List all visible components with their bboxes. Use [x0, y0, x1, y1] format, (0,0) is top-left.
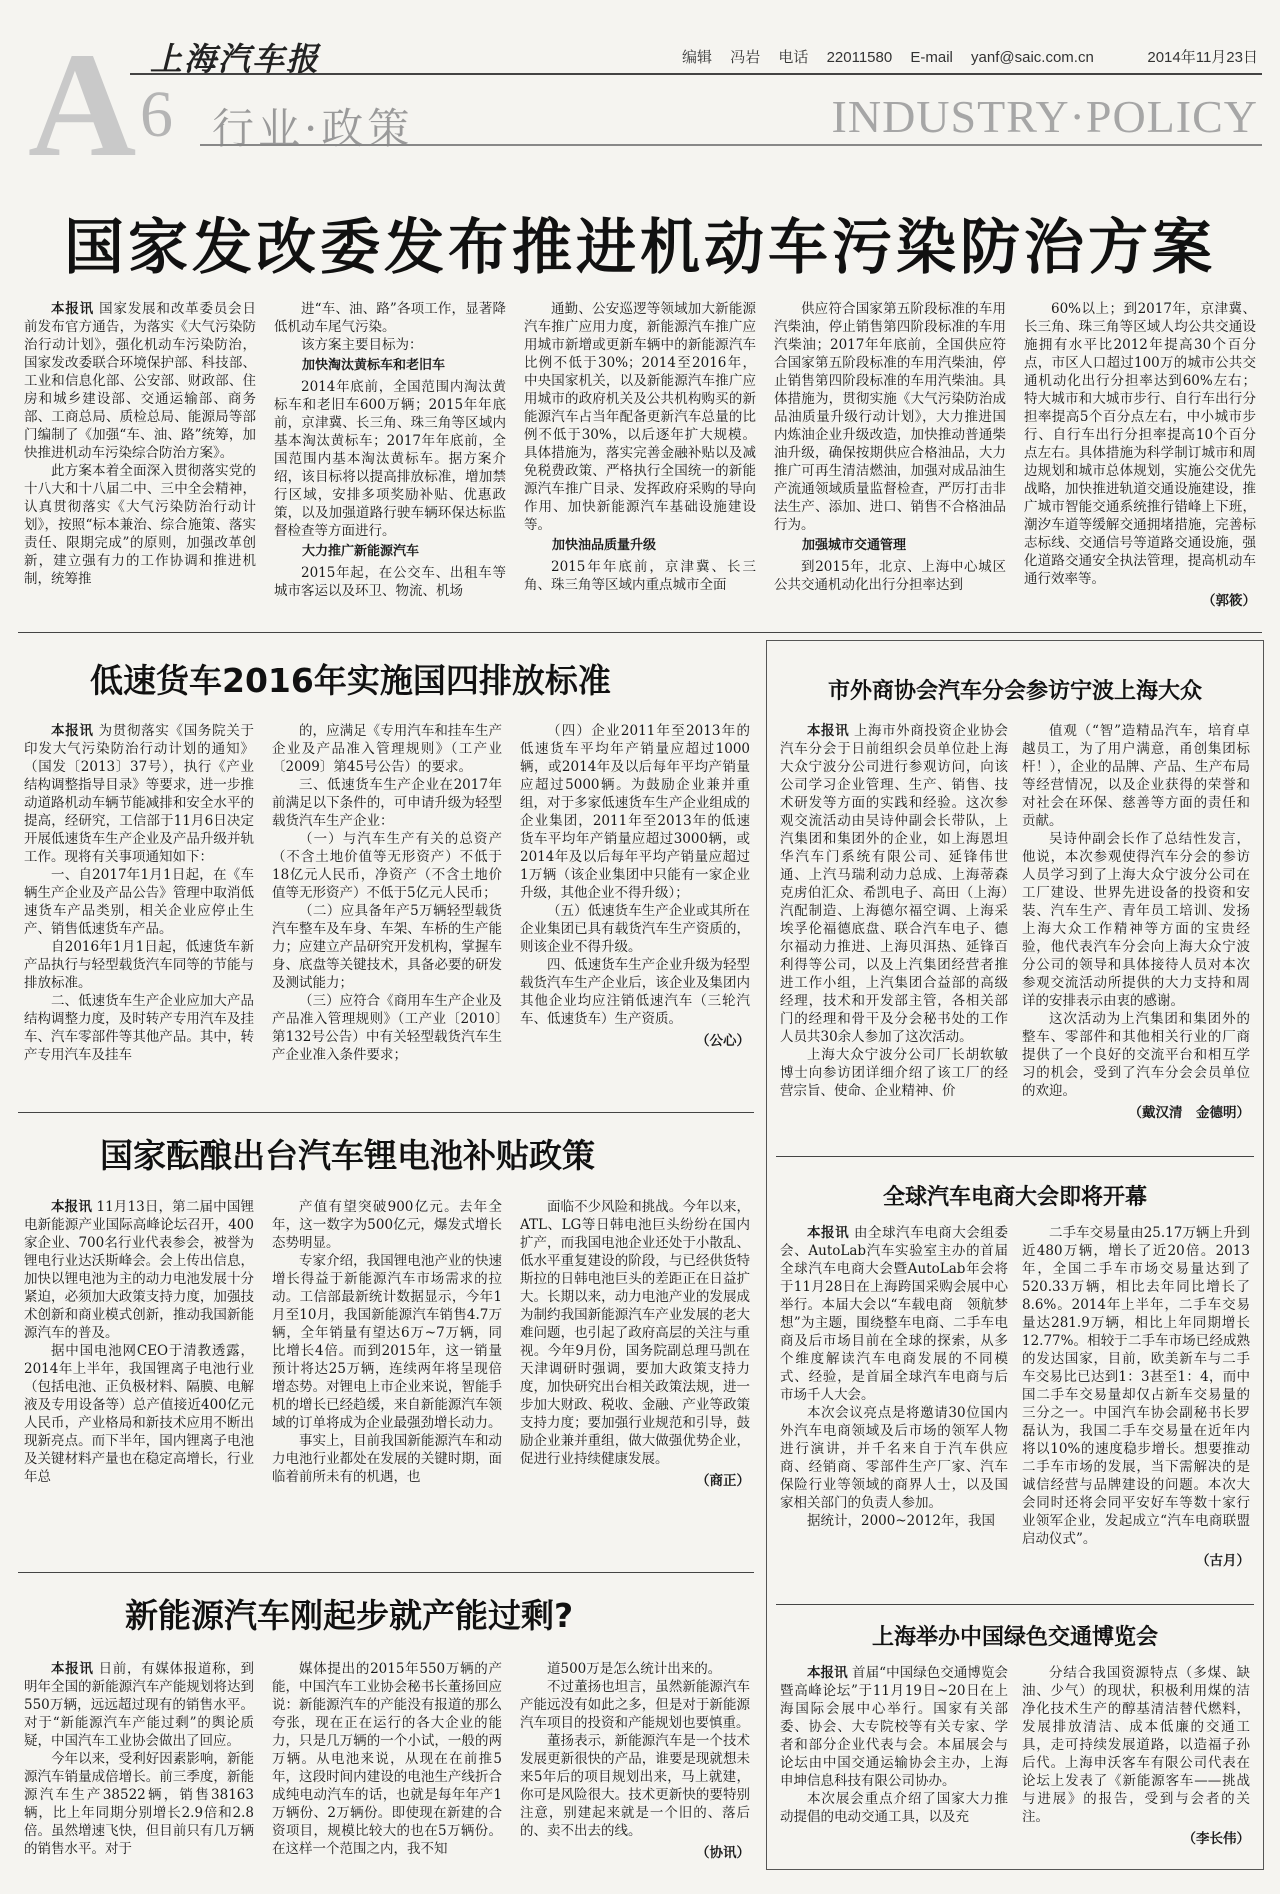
article-column: [1022, 1224, 1250, 1598]
main-text-2a: 进“车、油、路”各项工作，显著降低机动车尾气污染。: [274, 301, 506, 335]
article-text: （五）低速货车生产企业或其所在企业集团已具有载货汽车生产资质的，则该企业不得升级。: [520, 903, 750, 955]
subheading: 加快淘汰黄标车和老旧车: [302, 358, 446, 373]
article-ecommerce-conference: [780, 1224, 1250, 1598]
email-address[interactable]: yanf@saic.com.cn: [971, 49, 1094, 66]
article-title: 国家酝酿出台汽车锂电池补贴政策: [100, 1136, 595, 1175]
article-lead: 本报讯: [807, 723, 850, 739]
article-column: [24, 1660, 254, 1884]
byline: （戴汉清 金德明）: [1128, 1105, 1250, 1121]
editor-name: 冯岩: [730, 49, 761, 66]
main-text-4a: 供应符合国家第五阶段标准的车用汽柴油，停止销售第四阶段标准的车用汽柴油；2017年年底前，全国供应符合国家第五阶段标准的车用汽柴油，停止销售第四阶段标准的车用汽柴油。具体措施为，贯彻实施《大气污染防治成品油质量升级行动计划》，大力推进国内炼油企业升级改造，加快推动普通柴油升级，确保按期供应合格油品，大力推广可再生清洁燃油，加强对成品油生产流通领域质量监督检查，严厉打击非法生产、添加、进口、销售不合格油品行为。: [774, 301, 1006, 533]
article-lead: 本报讯: [807, 1225, 850, 1241]
paper-name-logo: 上海汽车报: [150, 40, 321, 78]
article-text: 四、低速货车生产企业升级为轻型载货汽车生产企业后，该企业及集团内其他企业均应注销低速汽车（三轮汽车、低速货车）生产资质。: [520, 957, 750, 1027]
article-text: 值观（“智”造精品汽车，培育卓越员工，为了用户满意，甬创集团标杆！），企业的品牌、产品、生产布局等经营情况，以及企业获得的荣誉和对社会在环保、慈善等方面的责任和贡献。: [1022, 723, 1250, 829]
main-col-2: [274, 300, 506, 622]
article-nanjing-visit: [780, 722, 1250, 1150]
article-column: [520, 1660, 750, 1884]
article-lead: 本报讯: [51, 723, 94, 739]
main-text-2c: 2014年底前，全国范围内淘汰黄标车和老旧车600万辆；2015年年底前，京津冀、长三角、珠三角等区域内基本淘汰黄标车；2017年年底前，全国范围内基本淘汰黄标车。据方案介绍，该目标将以提高排放标准，增加禁行区域，安排多项奖励补贴、优惠政策，以及加强道路行驶车辆环保达标监督检查等方面进行。: [274, 379, 506, 539]
article-text: 日前，有媒体报道称，到明年全国的新能源汽车产能规划将达到550万辆，远远超过现有的销售水平。对于“新能源汽车产能过剩”的舆论质疑，中国汽车工业协会做出了回应。: [24, 1661, 254, 1749]
main-article: [24, 300, 1256, 622]
main-text-1: 国家发展和改革委员会日前发布官方通告，为落实《大气污染防治行动计划》，强化机动车污染防治，国家发改委联合环境保护部、科技部、工业和信息化部、公安部、财政部、住房和城乡建设部、交通运输部、商务部、工商总局、质检总局、能源局等部门编制了《加强“车、油、路”统筹，加快推进机动车污染综合防治方案》。: [24, 301, 256, 461]
section-title-en: INDUSTRY·POLICY: [831, 91, 1258, 142]
article-column: [272, 1198, 502, 1564]
masthead-rule-top: [130, 73, 1262, 75]
article-text: 媒体提出的2015年550万辆的产能，中国汽车工业协会秘书长董扬回应说：新能源汽车的产能没有报道的那么夸张，现在正在运行的各大企业的能力，只是几万辆的一个小试，一般的两万辆。从电池来说，从现在在前推5年，这段时间内建设的电池生产线折合成纯电动汽车的话，也就是每年年产1万辆份、2万辆份。即使现在新建的合资项目，规模比较大的也在5万辆份。在这样一个范围之内，我不知: [272, 1661, 502, 1857]
article-text: 一、自2017年1月1日起，在《车辆生产企业及产品公告》管理中取消低速货车产品类别，相关企业应停止生产、销售低速货车产品。: [24, 867, 254, 937]
section-divider: [776, 1604, 1254, 1605]
main-text-3a: 通勤、公安巡逻等领域加大新能源汽车推广应用力度，新能源汽车推广应用城市新增或更新车辆中的新能源汽车比例不低于30%；2014至2016年，中央国家机关，以及新能源汽车推广应用城市的政府机关及公共机构购买的新能源汽车占当年配备更新汽车总量的比例不低于30%，以后逐年扩大规模。具体措施为，落实完善金融补贴以及减免税费政策、严格执行全国统一的新能源汽车推广目录、发挥政府采购的导向作用、加快新能源汽车基础设施建设等。: [524, 301, 756, 533]
masthead: [0, 0, 1280, 188]
article-text: 自2016年1月1日起，低速货车新产品执行与轻型载货汽车同等的节能与排放标准。: [24, 939, 254, 991]
article-title: 市外商协会汽车分会参访宁波上海大众: [827, 679, 1202, 704]
article-lead: 本报讯: [51, 1199, 93, 1215]
section-divider: [18, 1572, 754, 1573]
article-low-speed-trucks: [24, 722, 750, 1104]
article-column: [24, 1198, 254, 1564]
email-label: E-mail: [910, 49, 953, 66]
main-text-2b: 该方案主要目标为：: [301, 337, 423, 353]
byline: （协讯）: [696, 1845, 750, 1861]
article-text: 吴诗仲副会长作了总结性发言，他说，本次参观使得汽车分会的参访人员学习到了上海大众宁波分公司在工厂建设、世界先进设备的投资和安装、汽车生产、青年员工培训、发扬上海大众工作精神等方面的宝贵经验，他代表汽车分会向上海大众宁波分公司的领导和具体接待人员对本次参观交流活动所提供的大力支持和周详的安排表示由衷的感谢。: [1022, 831, 1250, 1009]
article-text: 本次展会重点介绍了国家大力推动提倡的电动交通工具，以及充: [780, 1791, 1008, 1825]
article-title: 上海举办中国绿色交通博览会: [871, 1625, 1158, 1650]
main-text-5a: 60%以上；到2017年，京津冀、长三角、珠三角等区域人均公共交通设施拥有水平比2012年提高30个百分点，市区人口超过100万的城市公共交通机动化出行分担率达到60%左右；特大城市和大城市步行、自行车出行分担率提高5个百分点左右，中小城市步行、自行车出行分担率提高10个百分点左右。具体措施为科学制订城市和周边规划和城市总体规划，实施公交优先战略，加快推进轨道交通设施建设，推广城市智能交通系统推行错峰上下班，潮汐车道等缓解交通拥堵措施，完善标志标线、交通信号等道路交通设施，强化道路交通安全执法管理，提高机动车通行效率等。: [1024, 301, 1256, 587]
page-number: 6: [140, 78, 173, 151]
main-text-2d: 2015年起，在公交车、出租车等城市客运以及环卫、物流、机场: [274, 565, 506, 599]
article-lead: 本报讯: [807, 1665, 848, 1681]
article-title: 新能源汽车刚起步就产能过剩?: [125, 1596, 574, 1635]
article-column: [272, 722, 502, 1104]
article-title: 低速货车2016年实施国四排放标准: [90, 661, 611, 700]
article-text: 上海大众宁波分公司厂长胡软敏博士向参访团详细介绍了该工厂的经营宗旨、使命、企业精神、价: [780, 1047, 1008, 1099]
issue-date: 2014年11月23日: [1147, 49, 1258, 66]
subheading: 加快油品质量升级: [552, 538, 657, 553]
section-title-cn: 行业·政策: [212, 104, 414, 153]
article-lead: 本报讯: [51, 301, 95, 317]
article-text: 本次会议亮点是将邀请30位国内外汽车电商领域及后市场的领军人物进行演讲，并千名来自于汽车供应商、经销商、零部件生产厂家、汽车保险行业等领域的商界人士，以及国家相关部门的负责人参加。: [780, 1405, 1008, 1511]
article-text: 11月13日，第二届中国锂电新能源产业国际高峰论坛召开，400家企业、700名行业代表参会，被誉为锂电行业达沃斯峰会。会上传出信息，加快以锂电池为主的动力电池发展十分紧迫，必须加大政策支持力度，加强技术创新和商业模式创新，推动我国新能源汽车的普及。: [24, 1199, 254, 1341]
page-letter: A: [28, 22, 137, 188]
article-text: 分结合我国资源特点（多煤、缺油、少气）的现状，积极利用煤的洁净化技术生产的醇基清洁替代燃料，发展排放清洁、成本低廉的交通工具，走可持续发展道路，以造福子孙后代。上海申沃客车有限公司代表在论坛上发表了《新能源客车——挑战与进展》的报告，受到与会者的关注。: [1022, 1665, 1250, 1825]
article-text: 董扬表示，新能源汽车是一个技术发展更新很快的产品，谁要是现就想未来5年后的项目规划出来，马上就建，你可是风险很大。技术更新快的要特别注意，别建起来就是一个旧的、落后的、卖不出去的线。: [520, 1733, 750, 1839]
main-text-4b: 到2015年，北京、上海中心城区公共交通机动化出行分担率达到: [774, 559, 1006, 593]
section-divider: [776, 1156, 1254, 1157]
byline: （李长伟）: [1182, 1831, 1250, 1847]
article-text: 产值有望突破900亿元。去年全年，这一数字为500亿元，爆发式增长态势明显。: [272, 1199, 502, 1251]
article-text: （四）企业2011年至2013年的低速货车平均年产销量应超过1000辆，或2014年及以后每年平均产销量应超过5000辆。为鼓励企业兼并重组，对于多家低速货车生产企业组成的企业集团，2011年至2013年的低速货车平均年产销量应超过3000辆，或2014年及以后每年平均产销量应超过1万辆（该企业集团中只能有一家企业升级，其他企业不得升级）；: [520, 723, 750, 901]
section-divider: [18, 632, 1262, 633]
article-text: 这次活动为上汽集团和集团外的整车、零部件和其他相关行业的厂商提供了一个良好的交流平台和相互学习的机会，受到了汽车分会会员单位的欢迎。: [1022, 1011, 1250, 1099]
editor-label: 编辑: [682, 49, 713, 66]
article-column: [780, 1224, 1008, 1598]
article-column: [780, 722, 1008, 1150]
byline: （古月）: [1196, 1553, 1250, 1569]
main-col-3: [524, 300, 756, 622]
byline: （商正）: [696, 1473, 750, 1489]
phone-number: 22011580: [826, 49, 893, 66]
article-column: [1022, 722, 1250, 1150]
article-column: [1022, 1664, 1250, 1860]
article-column: [520, 1198, 750, 1564]
article-green-transport-expo: [780, 1664, 1250, 1860]
article-text: （二）应具备年产5万辆轻型载货汽车整车及车身、车架、车桥的生产能力；应建立产品研究开发机构，掌握车身、底盘等关键技术，具备必要的研发及测试能力；: [272, 903, 502, 991]
article-text: 二、低速货车生产企业应加大产品结构调整力度，及时转产专用汽车及挂车、汽车零部件等其他产品。其中，转产专用汽车及挂车: [24, 993, 254, 1063]
masthead-rule-bottom: [200, 144, 1262, 146]
main-text-1b: 此方案本着全面深入贯彻落实党的十八大和十八届二中、三中全会精神，认真贯彻落实《大气污染防治行动计划》，按照“标本兼治、综合施策、落实责任、限期完成”的原则，加强改革创新，建立强有力的工作协调和推进机制，统筹推: [24, 463, 256, 587]
article-column: [272, 1660, 502, 1884]
main-text-3b: 2015年年底前，京津冀、长三角、珠三角等区域内重点城市全面: [524, 559, 756, 593]
article-title: 全球汽车电商大会即将开幕: [882, 1185, 1147, 1210]
article-overcapacity: [24, 1660, 750, 1884]
main-col-1: [24, 300, 256, 622]
article-text: 专家介绍，我国锂电池产业的快速增长得益于新能源汽车市场需求的拉动。工信部最新统计数据显示，今年1月至10月，我国新能源汽车销售4.7万辆，全年销量有望达6万~7万辆，同比增长4倍。而到2015年，这一销量预计将达25万辆，连续两年将呈现倍增态势。对锂电上市企业来说，智能手机的增长已经趋缓，来自新能源汽车领域的订单将成为企业最强劲增长动力。: [272, 1253, 502, 1431]
article-text: 今年以来，受利好因素影响，新能源汽车销量成倍增长。前三季度，新能源汽车生产38522辆，销售38163辆，比上年同期分别增长2.9倍和2.8倍。虽然增速飞快，但目前只有几万辆的销售水平。对于: [24, 1751, 254, 1857]
article-text: 道500万是怎么统计出来的。: [547, 1661, 722, 1677]
article-text: 据中国电池网CEO于清教透露，2014年上半年，我国锂离子电池行业（包括电池、正负极材料、隔膜、电解液及专用设备等）总产值接近400亿元人民币，产业格局和新技术应用不断出现新亮点。而下半年，国内锂离子电池及关键材料产量也在稳定高增长，行业年总: [24, 1343, 254, 1485]
article-text: 面临不少风险和挑战。今年以来，ATL、LG等日韩电池巨头纷纷在国内扩产，而我国电池企业还处于小散乱、低水平重复建设的阶段，与已经供货特斯拉的日韩电池巨头的差距正在日益扩大。长期以来，动力电池产业的发展成为制约我国新能源汽车产业发展的老大难问题，也引起了政府高层的关注与重视。今年9月份，国务院副总理马凯在天津调研时强调，要加大政策支持力度，加快研究出台相关政策法规，进一步加大财政、税收、金融、产业等政策支持力度；要加强行业规范和引导，鼓励企业兼并重组，做大做强优势企业，促进行业持续健康发展。: [520, 1199, 750, 1467]
article-text: （三）应符合《商用车生产企业及产品准入管理规则》（工产业〔2010〕第132号公告）中有关轻型载货汽车生产企业准入条件要求；: [272, 993, 502, 1063]
article-column: [24, 722, 254, 1104]
article-text: 事实上，目前我国新能源汽车和动力电池行业都处在发展的关键时期，面临着前所未有的机遇，也: [272, 1433, 502, 1485]
article-text: 三、低速货车生产企业在2017年前满足以下条件的，可申请升级为轻型载货汽车生产企业：: [272, 777, 502, 829]
phone-label: 电话: [778, 49, 809, 66]
byline: （郭筱）: [1202, 593, 1256, 609]
article-text: 二手车交易量由25.17万辆上升到近480万辆，增长了近20倍。2013年，全国二手车市场交易量达到了520.33万辆，相比去年同比增长了8.6%。2014年上半年，二手车交易量达281.9万辆，相比上年同期增长12.77%。相较于二手车市场已经成熟的发达国家，目前，欧美新车与二手车交易比已达到1：3甚至1：4，而中国二手车交易量却仅占新车交易量的三分之一。中国汽车协会副秘书长罗磊认为，我国二手车交易量在近年内将以10%的速度稳步增长。想要推动二手车市场的发展，当下需解决的是诚信经营与品牌建设的问题。本次大会同时还将会同平安好车等数十家行业领军企业，发起成立“汽车电商联盟启动仪式”。: [1022, 1225, 1250, 1547]
article-text: 由全球汽车电商大会组委会、AutoLab汽车实验室主办的首届全球汽车电商大会暨AutoLab年会将于11月28日在上海跨国采购会展中心举行。本届大会以“车载电商 领航梦想”为主题，围绕整车电商、二手车电商及后市场目前在全球的探索，从多个维度解读汽车电商发展的不同模式、经验，是首届全球汽车电商与后市场千人大会。: [780, 1225, 1008, 1403]
main-headline: 国家发改委发布推进机动车污染防治方案: [64, 213, 1216, 283]
section-divider: [18, 1112, 754, 1113]
article-column: [520, 722, 750, 1104]
article-column: [780, 1664, 1008, 1860]
article-text: 不过董扬也坦言，虽然新能源汽车产能远没有如此之多，但是对于新能源汽车项目的投资和产能规划也要慎重。: [520, 1679, 750, 1731]
article-text: 为贯彻落实《国务院关于印发大气污染防治行动计划的通知》（国发〔2013〕37号），执行《产业结构调整指导目录》等要求，进一步推动道路机动车辆节能减排和安全水平的提高，经研究，工信部于11月6日决定开展低速货车生产企业及产品升级并轨工作。现将有关事项通知如下：: [24, 723, 254, 865]
article-text: 首届“中国绿色交通博览会暨高峰论坛”于11月19日~20日在上海国际会展中心举行。国家有关部委、协会、大专院校等有关专家、学者和部分企业代表与会。本届展会与论坛由中国交通运输协会主办，上海申坤信息科技有限公司协办。: [780, 1665, 1008, 1789]
article-text: （一）与汽车生产有关的总资产（不含土地价值等无形资产）不低于18亿元人民币，净资产（不含土地价值等无形资产）不低于5亿元人民币；: [272, 831, 502, 901]
article-text: 的，应满足《专用汽车和挂车生产企业及产品准入管理规则》（工产业〔2009〕第45号公告）的要求。: [272, 723, 502, 775]
article-lithium-battery-subsidy: [24, 1198, 750, 1564]
article-lead: 本报讯: [51, 1661, 94, 1677]
subheading: 大力推广新能源汽车: [302, 544, 420, 559]
editor-info: [682, 46, 1108, 67]
byline: （公心）: [696, 1033, 750, 1049]
article-text: 据统计，2000~2012年，我国: [807, 1513, 996, 1529]
article-text: 上海市外商投资企业协会汽车分会于日前组织会员单位赴上海大众宁波分公司进行参观访问，向该公司学习企业管理、生产、销售、技术研发等方面的实践和经验。这次参观交流活动由吴诗仲副会长带队，上汽集团和集团外的企业，如上海恩坦华汽车门系统有限公司、延锋伟世通、上汽马瑞利动力总成、上海蒂森克虏伯汇众、希凯电子、高田（上海）汽配制造、上海德尔福空调、上海采埃孚伦福德底盘、联合汽车电子、德尔福动力推进、上海贝洱热、延锋百利得等公司，以及上汽集团经营者推进工作小组，上汽集团合益部的高级经理，技术和开发部主管，各相关部门的经理和骨干及分会秘书处的工作人员共30余人参加了这次活动。: [780, 723, 1008, 1045]
main-col-4: [774, 300, 1006, 622]
main-col-5: [1024, 300, 1256, 622]
subheading: 加强城市交通管理: [802, 538, 907, 553]
